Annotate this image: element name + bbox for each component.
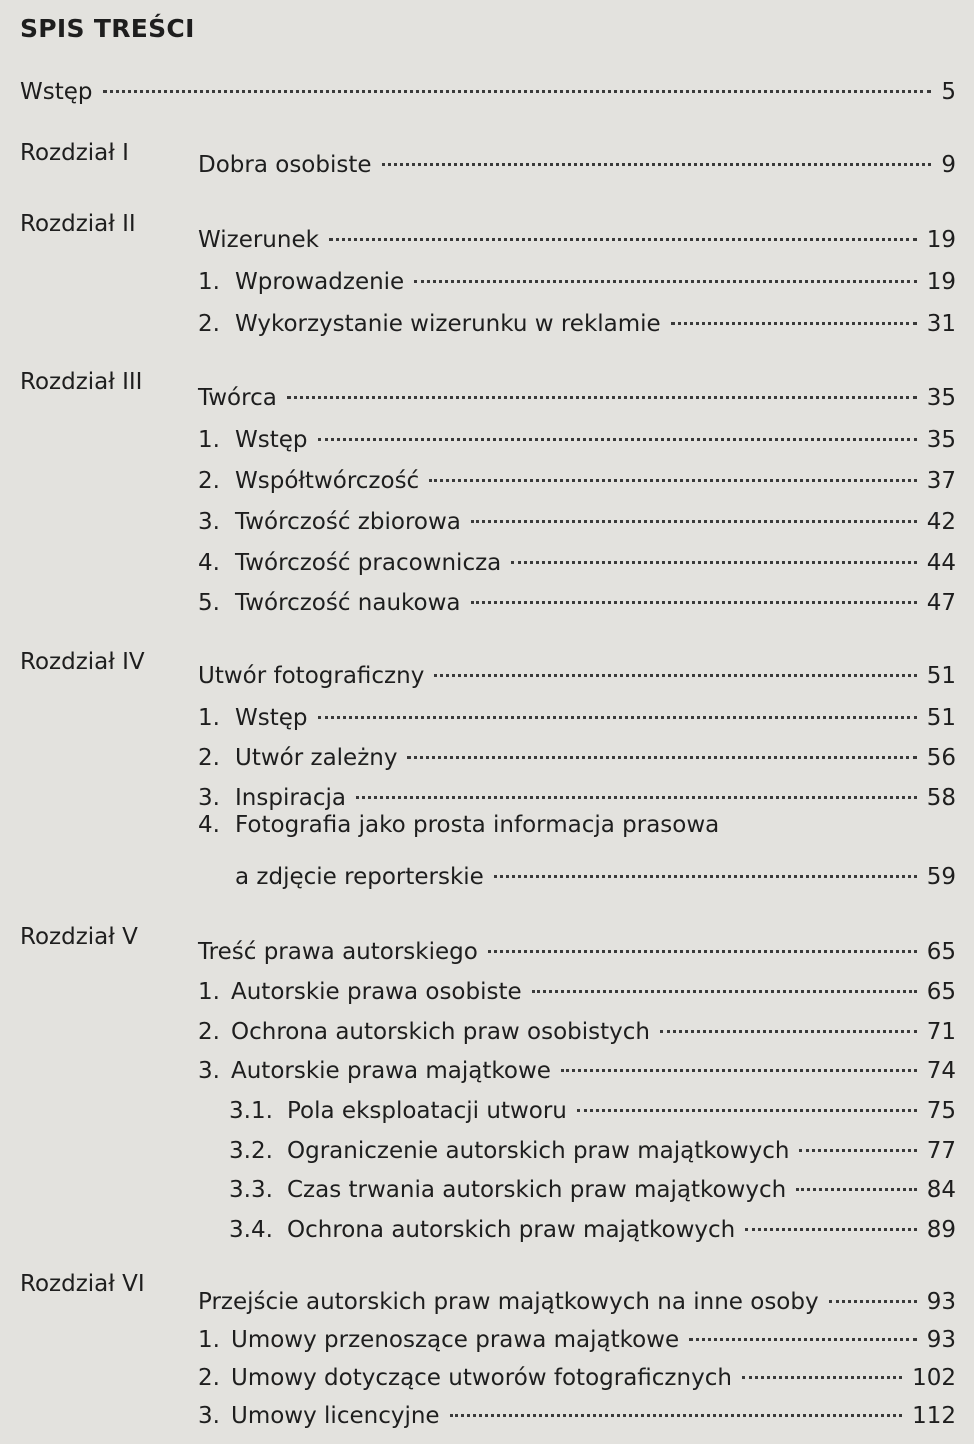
toc-entry-section	[198, 1004, 956, 1045]
chapter-label: Rozdział IV	[20, 649, 145, 675]
dot-leader	[103, 58, 932, 93]
toc-entry-section	[198, 1043, 956, 1084]
chapter-label: Rozdział I	[20, 140, 129, 166]
section-number: 3.	[198, 785, 220, 811]
entry-page: 19	[926, 227, 956, 253]
entry-page: 74	[926, 1058, 956, 1084]
toc-entry-section	[198, 296, 956, 337]
toc-entry-section	[198, 575, 956, 616]
entry-title	[229, 1214, 735, 1246]
entry-title: Utwór fotograficzny	[198, 663, 425, 689]
section-title: Twórczość zbiorowa	[235, 509, 461, 535]
entry-page: 77	[926, 1138, 956, 1164]
toc-entry-section	[198, 690, 956, 731]
toc-entry-section	[198, 412, 956, 453]
dot-leader	[532, 958, 917, 993]
section-number: 2.	[198, 1365, 220, 1391]
section-title: Współtwórczość	[235, 468, 420, 494]
section-title: Czas trwania autorskich praw majątkowych	[287, 1177, 787, 1203]
entry-title: Twórca	[198, 385, 277, 411]
entry-title	[198, 587, 461, 619]
entry-page: 5	[941, 79, 956, 105]
section-number: 4.	[198, 812, 220, 838]
toc-entry-chapter	[198, 370, 956, 411]
dot-leader	[471, 569, 917, 604]
entry-title	[198, 465, 419, 497]
entry-title	[198, 1400, 440, 1432]
entry-title	[198, 308, 661, 340]
entry-page: 58	[926, 785, 956, 811]
entry-page: 47	[926, 590, 956, 616]
dot-leader	[689, 1306, 917, 1341]
section-number: 2.	[198, 311, 220, 337]
entry-page: 37	[926, 468, 956, 494]
chapter-label: Rozdział III	[20, 369, 143, 395]
section-number: 1.	[198, 979, 220, 1005]
toc-entry-section	[198, 453, 956, 494]
toc-entry-subsection	[229, 1083, 956, 1124]
section-number: 1.	[198, 1327, 220, 1353]
entry-page: 93	[926, 1289, 956, 1315]
toc-entry-subsection	[229, 1162, 956, 1203]
entry-page: 65	[926, 979, 956, 1005]
toc-entry-section-line2	[235, 849, 956, 890]
section-title: Ochrona autorskich praw majątkowych	[287, 1217, 736, 1243]
toc-entry-intro	[20, 64, 956, 105]
dot-leader	[796, 1156, 917, 1191]
section-number: 3.	[198, 1403, 220, 1429]
dot-leader	[742, 1344, 902, 1379]
section-number: 1.	[198, 705, 220, 731]
dot-leader	[434, 642, 916, 677]
section-number: 3.	[198, 509, 220, 535]
entry-page: 89	[926, 1217, 956, 1243]
section-title: Autorskie prawa majątkowe	[231, 1058, 551, 1084]
entry-page: 75	[926, 1098, 956, 1124]
entry-page: 71	[926, 1019, 956, 1045]
toc-heading: SPIS TREŚCI	[20, 14, 195, 43]
section-title: Ograniczenie autorskich praw majątkowych	[287, 1138, 790, 1164]
toc-entry-section	[198, 1312, 956, 1353]
section-title: Pola eksploatacji utworu	[287, 1098, 567, 1124]
section-number: 3.2.	[229, 1138, 273, 1164]
dot-leader	[382, 131, 932, 166]
toc-entry-chapter	[198, 648, 956, 689]
section-number: 2.	[198, 468, 220, 494]
dot-leader	[318, 684, 917, 719]
dot-leader	[356, 764, 917, 799]
section-title: Wykorzystanie wizerunku w reklamie	[235, 311, 661, 337]
section-number: 3.1.	[229, 1098, 273, 1124]
section-number: 4.	[198, 550, 220, 576]
dot-leader	[407, 724, 916, 759]
entry-title: Treść prawa autorskiego	[198, 939, 478, 965]
dot-leader	[561, 1037, 917, 1072]
section-title-continuation: a zdjęcie reporterskie	[235, 864, 484, 890]
toc-entry-section-line1	[198, 809, 719, 841]
entry-title: Wstęp	[20, 79, 93, 105]
entry-page: 102	[912, 1365, 956, 1391]
entry-page: 51	[926, 705, 956, 731]
chapter-label: Rozdział V	[20, 924, 138, 950]
entry-page: 42	[926, 509, 956, 535]
entry-page: 51	[926, 663, 956, 689]
section-number: 2.	[198, 1019, 220, 1045]
entry-title	[198, 506, 461, 538]
toc-entry-subsection	[229, 1123, 956, 1164]
dot-leader	[488, 918, 917, 953]
entry-page: 35	[926, 385, 956, 411]
entry-title: Dobra osobiste	[198, 152, 372, 178]
chapter-label: Rozdział II	[20, 211, 136, 237]
entry-page: 59	[926, 864, 956, 890]
entry-page: 31	[926, 311, 956, 337]
dot-leader	[414, 248, 917, 283]
section-number: 5.	[198, 590, 220, 616]
toc-entry-chapter	[198, 924, 956, 965]
toc-entry-section	[198, 254, 956, 295]
section-number: 3.3.	[229, 1177, 273, 1203]
entry-page: 84	[926, 1177, 956, 1203]
section-number: 1.	[198, 427, 220, 453]
section-title: Wprowadzenie	[235, 269, 405, 295]
section-title: Ochrona autorskich praw osobistych	[231, 1019, 650, 1045]
section-number: 3.4.	[229, 1217, 273, 1243]
dot-leader	[329, 206, 917, 241]
toc-entry-section	[198, 730, 956, 771]
entry-title	[198, 266, 404, 298]
dot-leader	[471, 488, 917, 523]
dot-leader	[287, 364, 917, 399]
section-title: Utwór zależny	[235, 745, 398, 771]
entry-page: 44	[926, 550, 956, 576]
dot-leader	[745, 1196, 916, 1231]
section-number: 3.	[198, 1058, 220, 1084]
toc-entry-section	[198, 770, 956, 811]
section-title: Wstęp	[235, 705, 308, 731]
dot-leader	[829, 1268, 917, 1303]
section-title: Twórczość pracownicza	[235, 550, 502, 576]
chapter-label: Rozdział VI	[20, 1271, 145, 1297]
section-title: Umowy przenoszące prawa majątkowe	[231, 1327, 680, 1353]
dot-leader	[429, 447, 917, 482]
toc-entry-section	[198, 1350, 956, 1391]
toc-entry-section	[198, 1388, 956, 1429]
toc-entry-subsection	[229, 1202, 956, 1243]
dot-leader	[318, 406, 917, 441]
dot-leader	[450, 1382, 903, 1417]
entry-title: Wizerunek	[198, 227, 319, 253]
dot-leader	[577, 1077, 917, 1112]
section-number: 2.	[198, 745, 220, 771]
entry-title: Przejście autorskich praw majątkowych na inne osoby	[198, 1289, 819, 1315]
entry-page: 35	[926, 427, 956, 453]
entry-page: 93	[926, 1327, 956, 1353]
section-title: Inspiracja	[235, 785, 347, 811]
toc-entry-section	[198, 494, 956, 535]
toc-entry-section	[198, 535, 956, 576]
section-title: Umowy dotyczące utworów fotograficznych	[231, 1365, 732, 1391]
toc-entry-chapter	[198, 1274, 956, 1315]
dot-leader	[660, 998, 917, 1033]
section-title: Umowy licencyjne	[231, 1403, 440, 1429]
entry-title	[198, 424, 308, 456]
entry-page: 9	[941, 152, 956, 178]
dot-leader	[799, 1117, 916, 1152]
entry-page: 65	[926, 939, 956, 965]
entry-page: 112	[912, 1403, 956, 1429]
dot-leader	[494, 843, 917, 878]
toc-entry-chapter	[198, 212, 956, 253]
section-title: Autorskie prawa osobiste	[231, 979, 522, 1005]
section-number: 1.	[198, 269, 220, 295]
toc-entry-section	[198, 964, 956, 1005]
entry-page: 56	[926, 745, 956, 771]
section-title: Fotografia jako prosta informacja prasowa	[235, 812, 720, 838]
entry-page: 19	[926, 269, 956, 295]
dot-leader	[511, 529, 916, 564]
toc-entry-chapter	[198, 137, 956, 178]
section-title: Wstęp	[235, 427, 308, 453]
dot-leader	[671, 290, 917, 325]
section-title: Twórczość naukowa	[235, 590, 461, 616]
